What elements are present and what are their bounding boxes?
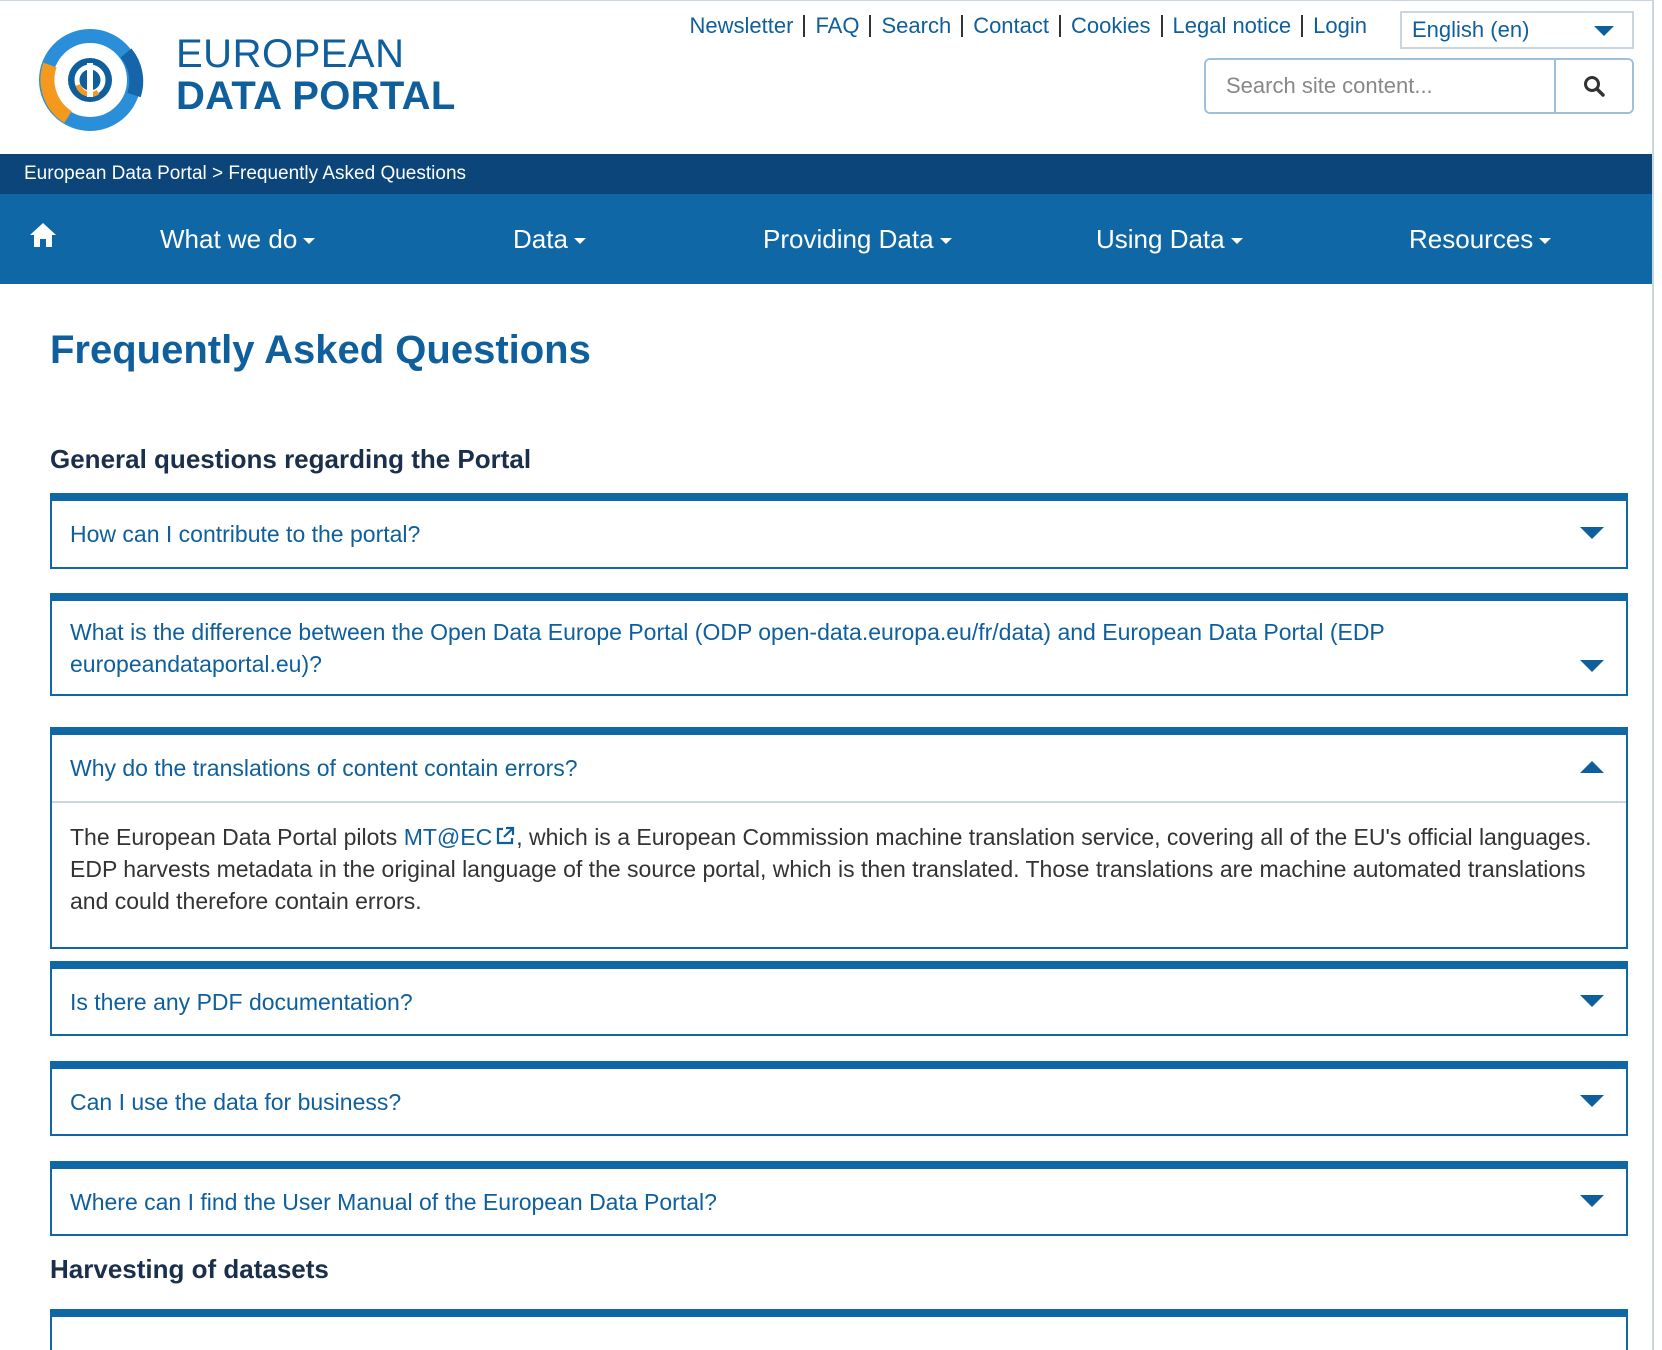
faq-item [50,1161,1628,1236]
logo-text[interactable] [176,33,456,117]
page-title: Frequently Asked Questions [50,328,591,372]
caret-down-icon [940,238,952,244]
language-select-value: English (en) [1412,17,1530,42]
section-title-harvesting: Harvesting of datasets [50,1254,329,1284]
chevron-down-icon [1580,1095,1604,1107]
login-link[interactable]: Login [1313,13,1367,38]
faq-question-toggle[interactable] [52,1069,1626,1134]
chevron-down-icon [1594,26,1614,36]
main-navigation [0,194,1652,284]
faq-answer [52,803,1626,943]
utility-links [680,15,1367,37]
logo-line2: DATA PORTAL [176,74,456,118]
faq-item [50,493,1628,569]
nav-data-label: Data [513,223,568,254]
legal-notice-link[interactable]: Legal notice [1163,15,1304,37]
faq-question: How can I contribute to the portal? [70,521,421,547]
chevron-down-icon [1580,660,1604,672]
nav-providing-data[interactable] [763,194,952,284]
faq-item [50,1061,1628,1136]
faq-question-toggle[interactable] [52,1169,1626,1234]
cookies-link[interactable]: Cookies [1061,15,1162,37]
chevron-up-icon [1580,761,1604,773]
chevron-down-icon [1580,527,1604,539]
caret-down-icon [1231,238,1243,244]
faq-question-toggle[interactable] [52,601,1626,694]
chevron-down-icon [1580,995,1604,1007]
site-search [1204,58,1634,114]
faq-item-expanded [50,727,1628,949]
caret-down-icon [1539,238,1551,244]
home-icon[interactable] [28,220,58,250]
language-select[interactable] [1400,11,1634,49]
search-button[interactable] [1554,60,1632,112]
search-link[interactable]: Search [871,15,963,37]
breadcrumb[interactable]: European Data Portal > Frequently Asked Questions [0,154,1652,194]
faq-item [50,1309,1628,1350]
external-link-icon [494,825,516,847]
nav-resources-label: Resources [1409,223,1534,254]
faq-answer-text-end: , which is a European Commission machine translation service, covering all of the EU's official languages. EDP harvests metadata in the original language of the source portal, which is then translated. Those translations are machine automated translations and could therefore contain errors. [70,824,1592,914]
nav-using-data-label: Using Data [1096,223,1225,254]
section-title-general: General questions regarding the Portal [50,444,532,474]
nav-data[interactable] [513,194,586,284]
faq-question-toggle[interactable] [52,501,1626,567]
chevron-down-icon [1580,1195,1604,1207]
caret-down-icon [574,238,586,244]
nav-what-we-do[interactable] [160,194,315,284]
faq-question: Where can I find the User Manual of the European Data Portal? [70,1188,717,1215]
faq-item [50,961,1628,1036]
mt-ec-link[interactable] [404,824,517,850]
faq-link[interactable]: FAQ [805,15,871,37]
nav-resources[interactable] [1409,194,1551,284]
european-data-portal-logo-icon[interactable] [38,25,148,133]
faq-question: Why do the translations of content contain errors? [70,755,578,781]
faq-item [50,593,1628,696]
mt-ec-link-label: MT@EC [403,824,493,850]
nav-providing-data-label: Providing Data [763,223,934,254]
nav-what-we-do-label: What we do [160,223,298,254]
nav-using-data[interactable] [1096,194,1243,284]
search-icon [1583,75,1605,97]
newsletter-link[interactable]: Newsletter [680,15,806,37]
faq-question: Is there any PDF documentation? [70,988,413,1015]
faq-question: What is the difference between the Open Data Europe Portal (ODP open-data.europa.eu/fr/data) and European Data Portal (EDP europeandataportal.eu)? [70,618,1385,677]
caret-down-icon [303,238,315,244]
header [0,1,1652,154]
faq-question-toggle[interactable] [52,969,1626,1034]
contact-link[interactable]: Contact [963,15,1061,37]
search-input[interactable] [1206,60,1554,112]
logo-line1: EUROPEAN [176,32,405,76]
faq-question-toggle[interactable] [52,735,1626,801]
faq-answer-text-start: The European Data Portal pilots [70,824,404,850]
faq-question: Can I use the data for business? [70,1088,402,1115]
